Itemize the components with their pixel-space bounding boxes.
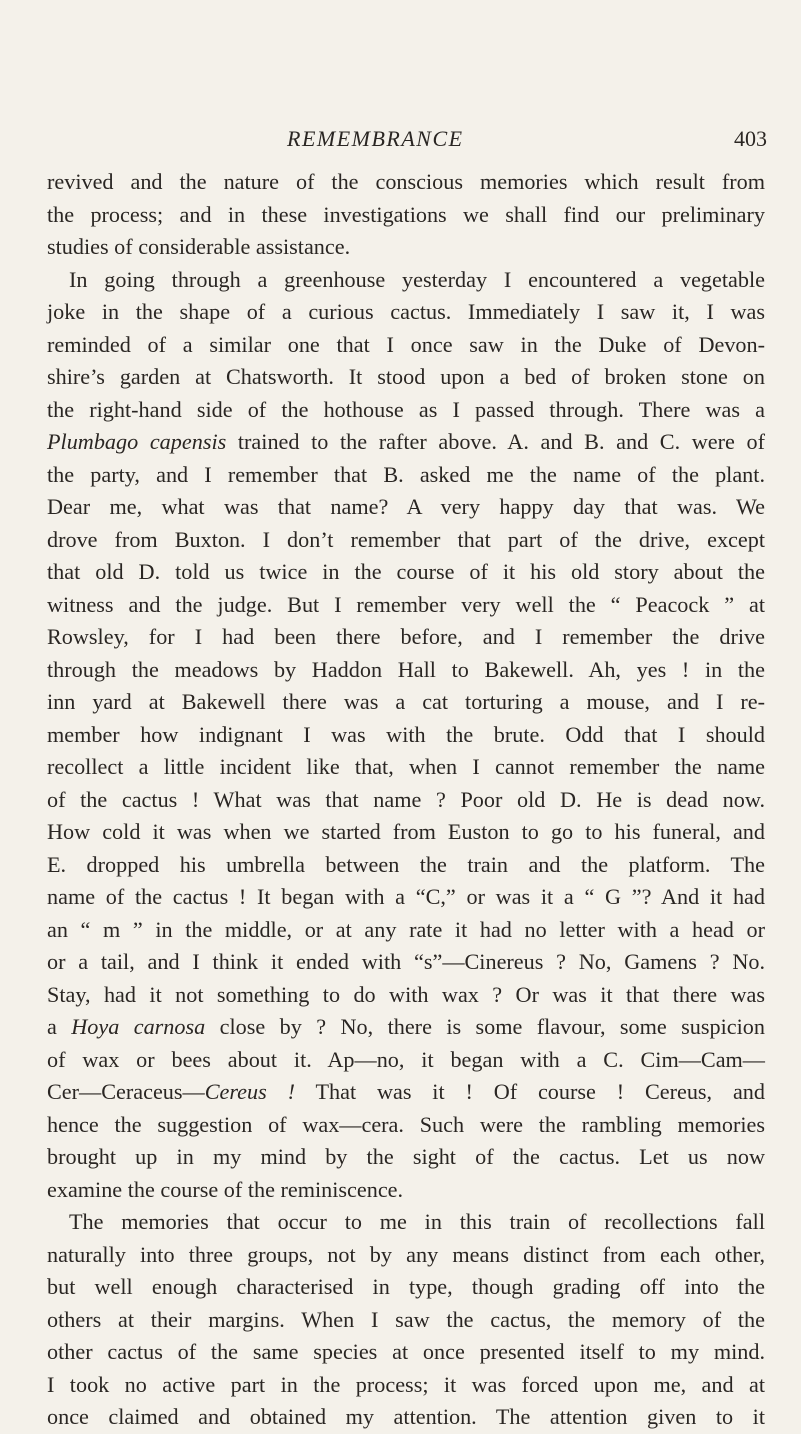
text-line xyxy=(47,1239,765,1272)
text-line xyxy=(47,426,765,459)
text-segment: hence the suggestion of wax—cera. Such were the rambling memories xyxy=(47,1111,765,1137)
italic-text: Plumbago capensis xyxy=(47,429,227,454)
text-line xyxy=(47,849,765,882)
running-title: REMEMBRANCE xyxy=(287,126,464,151)
text-segment: E. dropped his umbrella between the train and the platform. The xyxy=(47,851,765,877)
text-line xyxy=(47,491,765,524)
text-line xyxy=(47,329,765,362)
text-segment: revived and the nature of the conscious memories which result from xyxy=(47,169,765,194)
text-segment: through the meadows by Haddon Hall to Bakewell. Ah, yes ! in the xyxy=(47,656,765,682)
text-line xyxy=(47,621,765,654)
text-segment: of the cactus ! What was that name ? Poor old D. He is dead now. xyxy=(47,786,765,812)
text-segment: once claimed and obtained my attention. The attention given to it xyxy=(47,1404,765,1429)
text-segment: naturally into three groups, not by any means distinct from each other, xyxy=(47,1241,765,1267)
text-segment: the process; and in these investigations we shall find our preliminary xyxy=(47,201,765,227)
text-segment: an “ m ” in the middle, or at any rate it had no letter with a head or xyxy=(47,916,765,942)
text-line xyxy=(47,394,765,427)
text-segment: member how indignant I was with the brute. Odd that I should xyxy=(47,721,765,747)
text-segment: shire’s garden at Chatsworth. It stood upon a bed of broken stone on xyxy=(47,364,765,389)
text-segment: the right-hand side of the hothouse as I passed through. There was a xyxy=(47,396,765,422)
text-line xyxy=(47,1011,765,1044)
text-segment: other cactus of the same species at once presented itself to my mind. xyxy=(47,1339,765,1364)
text-segment: others at their margins. When I saw the cactus, the memory of the xyxy=(47,1306,765,1332)
text-line xyxy=(47,979,765,1012)
text-segment: a xyxy=(47,1014,72,1039)
text-segment: or a tail, and I think it ended with “s”—Cinereus ? No, Gamens ? No. xyxy=(47,949,765,974)
text-segment: that old D. told us twice in the course of it his old story about the xyxy=(47,559,765,584)
text-line xyxy=(47,686,765,719)
text-line xyxy=(47,556,765,589)
text-segment: Stay, had it not something to do with wax ? Or was it that there was xyxy=(47,981,765,1007)
text-line xyxy=(47,719,765,752)
text-segment: That was it ! Of course ! Cereus, and xyxy=(295,1079,765,1104)
text-segment: I took no active part in the process; it was forced upon me, and at xyxy=(47,1371,765,1397)
text-segment: but well enough characterised in type, though grading off into the xyxy=(47,1274,765,1299)
text-line xyxy=(47,914,765,947)
text-line xyxy=(47,524,765,557)
text-line xyxy=(47,589,765,622)
italic-text: Cereus ! xyxy=(204,1079,295,1104)
text-line xyxy=(47,361,765,394)
text-line xyxy=(47,1369,765,1402)
text-line xyxy=(47,1271,765,1304)
text-line xyxy=(47,264,765,297)
body-text xyxy=(47,166,765,1434)
text-segment: brought up in my mind by the sight of the cactus. Let us now xyxy=(47,1144,765,1169)
text-line xyxy=(47,199,765,232)
text-line xyxy=(47,1174,765,1207)
text-segment: recollect a little incident like that, when I cannot remember the name xyxy=(47,754,765,779)
text-line xyxy=(47,654,765,687)
text-segment: Rowsley, for I had been there before, and I remember the drive xyxy=(47,624,765,649)
page-number: 403 xyxy=(734,126,767,151)
text-segment: The memories that occur to me in this train of recollections fall xyxy=(69,1209,765,1234)
text-segment: examine the course of the reminiscence. xyxy=(47,1176,404,1202)
running-head xyxy=(0,126,801,166)
text-segment: trained to the rafter above. A. and B. and C. were of xyxy=(226,429,765,454)
text-segment: studies of considerable assistance. xyxy=(47,234,351,259)
text-segment: In going through a greenhouse yesterday I encountered a vegetable xyxy=(69,266,765,292)
text-line xyxy=(47,296,765,329)
italic-text: Hoya carnosa xyxy=(71,1014,206,1039)
text-segment: inn yard at Bakewell there was a cat torturing a mouse, and I re- xyxy=(47,689,765,714)
text-segment: name of the cactus ! It began with a “C,” or was it a “ G ”? And it had xyxy=(47,884,765,909)
text-segment: joke in the shape of a curious cactus. Immediately I saw it, I was xyxy=(47,299,765,324)
text-segment: witness and the judge. But I remember very well the “ Peacock ” at xyxy=(47,591,765,617)
text-line xyxy=(47,231,765,264)
text-line xyxy=(47,1206,765,1239)
text-line xyxy=(47,1076,765,1109)
text-segment: of wax or bees about it. Ap—no, it began with a C. Cim—Cam— xyxy=(47,1046,765,1072)
text-line xyxy=(47,784,765,817)
text-line xyxy=(47,816,765,849)
text-line xyxy=(47,1109,765,1142)
text-segment: reminded of a similar one that I once saw in the Duke of Devon- xyxy=(47,331,765,357)
text-line xyxy=(47,751,765,784)
text-line xyxy=(47,1044,765,1077)
text-segment: Cer—Ceraceus— xyxy=(47,1079,205,1104)
text-line xyxy=(47,459,765,492)
text-segment: How cold it was when we started from Euston to go to his funeral, and xyxy=(47,819,765,844)
text-line xyxy=(47,166,765,199)
text-line xyxy=(47,1401,765,1434)
text-segment: close by ? No, there is some flavour, some suspicion xyxy=(205,1014,765,1039)
text-segment: drove from Buxton. I don’t remember that part of the drive, except xyxy=(47,526,765,552)
text-line xyxy=(47,1336,765,1369)
text-segment: the party, and I remember that B. asked me the name of the plant. xyxy=(47,461,765,487)
text-line xyxy=(47,1304,765,1337)
text-line xyxy=(47,946,765,979)
text-segment: Dear me, what was that name? A very happy day that was. We xyxy=(47,494,765,519)
text-line xyxy=(47,881,765,914)
text-line xyxy=(47,1141,765,1174)
